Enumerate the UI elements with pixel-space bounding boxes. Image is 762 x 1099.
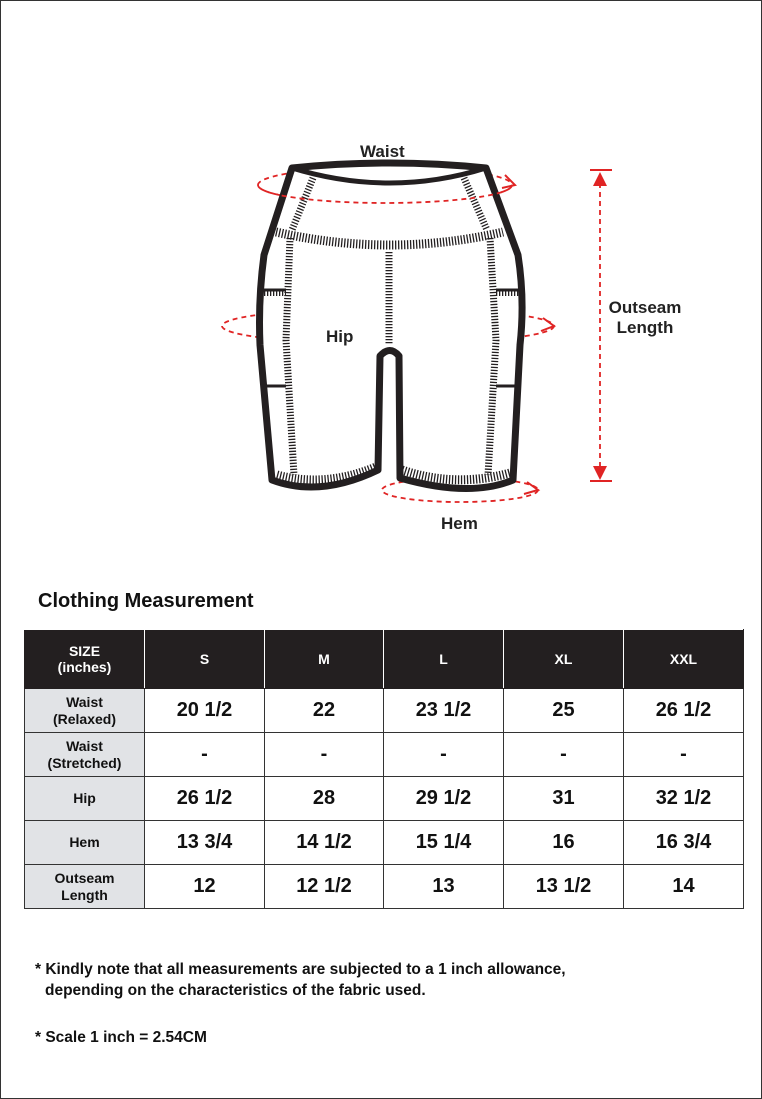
row-label-line2: (Stretched) <box>47 754 122 771</box>
outseam-label-line2: Length <box>616 318 674 337</box>
table-row <box>25 821 744 865</box>
allowance-note-line2: depending on the characteristics of the fabric used. <box>45 982 426 999</box>
table-header-row <box>25 630 744 689</box>
waist-label: Waist <box>360 142 405 161</box>
outseam-label-line1: Outseam <box>608 298 682 317</box>
row-label-hem <box>25 821 145 865</box>
table-cell: - <box>384 733 504 777</box>
table-cell: 13 3/4 <box>145 821 265 865</box>
row-label-outseam-length <box>25 865 145 909</box>
table-cell: 25 <box>504 689 624 733</box>
section-title: Clothing Measurement <box>38 590 254 612</box>
shorts-diagram <box>200 130 700 550</box>
hip-label: Hip <box>326 327 354 346</box>
table-cell: 26 1/2 <box>145 777 265 821</box>
row-label-waist-stretched <box>25 733 145 777</box>
header-size: SIZE <box>68 643 101 659</box>
hem-label: Hem <box>441 514 478 533</box>
table-cell: 20 1/2 <box>145 689 265 733</box>
table-cell: 14 <box>624 865 744 909</box>
table-cell: 13 1/2 <box>504 865 624 909</box>
table-row <box>25 865 744 909</box>
table-cell: - <box>145 733 265 777</box>
header-size-l: L <box>384 630 504 689</box>
row-label-line2: Length <box>61 886 108 903</box>
table-cell: 12 1/2 <box>265 865 384 909</box>
table-row <box>25 733 744 777</box>
table-cell: 15 1/4 <box>384 821 504 865</box>
outseam-label <box>605 298 685 338</box>
row-label-line1: Waist <box>66 693 103 710</box>
allowance-note <box>35 959 566 1001</box>
table-cell: 16 3/4 <box>624 821 744 865</box>
scale-note: * Scale 1 inch = 2.54CM <box>35 1029 207 1046</box>
row-label-line1: Hem <box>69 834 100 850</box>
row-label-line2: (Relaxed) <box>52 710 117 727</box>
shorts-illustration <box>200 130 700 550</box>
table-cell: - <box>504 733 624 777</box>
table-row <box>25 777 744 821</box>
row-label-waist-relaxed <box>25 689 145 733</box>
table-cell: 26 1/2 <box>624 689 744 733</box>
table-cell: 16 <box>504 821 624 865</box>
header-size-s: S <box>145 630 265 689</box>
table-cell: 22 <box>265 689 384 733</box>
table-cell: 14 1/2 <box>265 821 384 865</box>
table-cell: 13 <box>384 865 504 909</box>
table-cell: 12 <box>145 865 265 909</box>
header-size-inches <box>25 630 145 689</box>
table-cell: 31 <box>504 777 624 821</box>
table-cell: 28 <box>265 777 384 821</box>
table-cell: 23 1/2 <box>384 689 504 733</box>
header-size-xl: XL <box>504 630 624 689</box>
table-cell: - <box>265 733 384 777</box>
header-size-xxl: XXL <box>624 630 744 689</box>
row-label-line1: Outseam <box>54 869 115 886</box>
header-size-m: M <box>265 630 384 689</box>
table-cell: - <box>624 733 744 777</box>
row-label-line1: Waist <box>66 737 103 754</box>
header-inches: (inches) <box>57 659 112 675</box>
allowance-note-line1: * Kindly note that all measurements are subjected to a 1 inch allowance, <box>35 961 566 978</box>
row-label-hip <box>25 777 145 821</box>
table-cell: 32 1/2 <box>624 777 744 821</box>
size-chart-table <box>24 629 744 909</box>
table-cell: 29 1/2 <box>384 777 504 821</box>
row-label-line1: Hip <box>73 790 96 806</box>
table-row <box>25 689 744 733</box>
